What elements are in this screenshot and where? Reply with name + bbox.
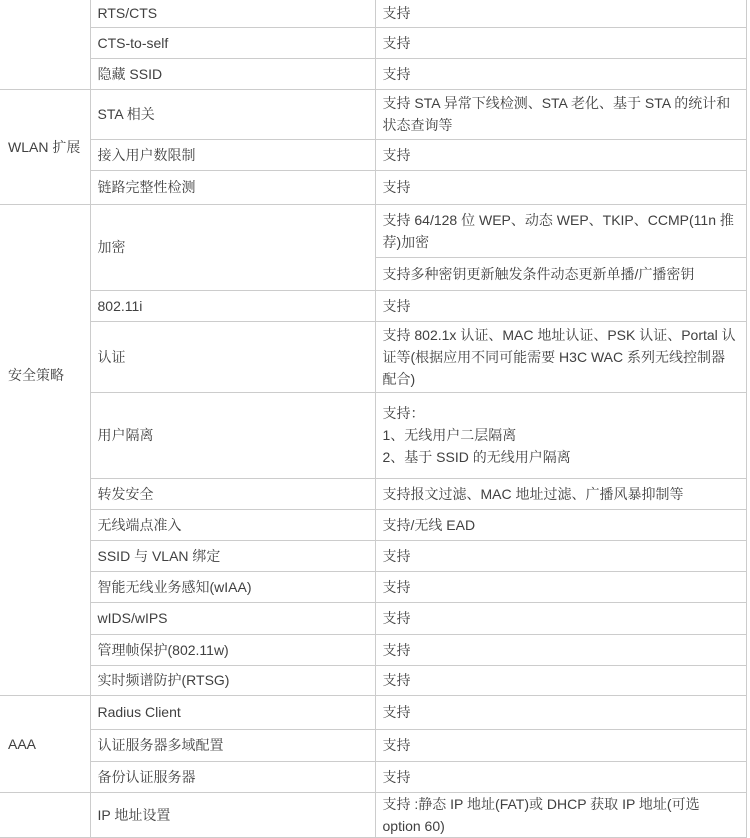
table-row bbox=[0, 58, 746, 89]
table-row bbox=[0, 321, 746, 392]
value-cell: 支持 bbox=[375, 695, 746, 729]
value-cell: 支持 bbox=[375, 0, 746, 27]
value-cell: 支持 64/128 位 WEP、动态 WEP、TKIP、CCMP(11n 推荐)加密 bbox=[375, 204, 746, 257]
table-row bbox=[0, 761, 746, 792]
feature-cell: 认证服务器多域配置 bbox=[90, 729, 375, 761]
category-cell bbox=[0, 0, 90, 89]
value-cell: 支持 :静态 IP 地址(FAT)或 DHCP 获取 IP 地址(可选 option 60) bbox=[375, 792, 746, 837]
feature-cell: CTS-to-self bbox=[90, 27, 375, 58]
value-cell: 支持 802.1x 认证、MAC 地址认证、PSK 认证、Portal 认证等(根据应用不同可能需要 H3C WAC 系列无线控制器配合) bbox=[375, 321, 746, 392]
value-cell: 支持 STA 异常下线检测、STA 老化、基于 STA 的统计和状态查询等 bbox=[375, 89, 746, 139]
feature-cell: STA 相关 bbox=[90, 89, 375, 139]
table-row bbox=[0, 204, 746, 257]
table-row bbox=[0, 290, 746, 321]
feature-cell: SSID 与 VLAN 绑定 bbox=[90, 540, 375, 571]
feature-cell: 加密 bbox=[90, 204, 375, 290]
category-cell-security-policy: 安全策略 bbox=[0, 204, 90, 695]
table-row bbox=[0, 792, 746, 837]
table-row bbox=[0, 392, 746, 478]
table-row bbox=[0, 509, 746, 540]
feature-cell: 链路完整性检测 bbox=[90, 170, 375, 204]
table-row bbox=[0, 729, 746, 761]
value-cell: 支持 bbox=[375, 729, 746, 761]
feature-cell: IP 地址设置 bbox=[90, 792, 375, 837]
value-line: 支持： bbox=[382, 405, 425, 421]
category-cell-aaa: AAA bbox=[0, 695, 90, 792]
feature-cell: 认证 bbox=[90, 321, 375, 392]
value-cell: 支持 bbox=[375, 290, 746, 321]
value-cell: 支持 bbox=[375, 27, 746, 58]
value-line: 2、基于 SSID 的无线用户隔离 bbox=[382, 449, 571, 465]
feature-cell: 隐藏 SSID bbox=[90, 58, 375, 89]
table-row bbox=[0, 602, 746, 634]
value-cell: 支持 bbox=[375, 139, 746, 170]
feature-cell: 备份认证服务器 bbox=[90, 761, 375, 792]
feature-cell: 智能无线业务感知(wIAA) bbox=[90, 571, 375, 602]
table-row bbox=[0, 540, 746, 571]
value-cell: 支持 bbox=[375, 665, 746, 695]
value-cell: 支持 bbox=[375, 602, 746, 634]
table-row bbox=[0, 634, 746, 665]
table-row bbox=[0, 139, 746, 170]
value-cell: 支持报文过滤、MAC 地址过滤、广播风暴抑制等 bbox=[375, 478, 746, 509]
category-cell bbox=[0, 792, 90, 837]
value-cell: 支持 bbox=[375, 761, 746, 792]
value-cell: 支持 bbox=[375, 571, 746, 602]
feature-cell: RTS/CTS bbox=[90, 0, 375, 27]
value-cell: 支持 bbox=[375, 540, 746, 571]
value-cell bbox=[375, 392, 746, 478]
value-cell: 支持多种密钥更新触发条件动态更新单播/广播密钥 bbox=[375, 257, 746, 290]
table-row bbox=[0, 89, 746, 139]
value-line: 1、无线用户二层隔离 bbox=[382, 427, 517, 443]
feature-cell: Radius Client bbox=[90, 695, 375, 729]
feature-cell: 无线端点准入 bbox=[90, 509, 375, 540]
table-row bbox=[0, 170, 746, 204]
table-row bbox=[0, 478, 746, 509]
value-cell: 支持 bbox=[375, 634, 746, 665]
feature-cell: 802.11i bbox=[90, 290, 375, 321]
table-row bbox=[0, 695, 746, 729]
feature-cell: 用户隔离 bbox=[90, 392, 375, 478]
table-row bbox=[0, 0, 746, 27]
value-cell: 支持 bbox=[375, 58, 746, 89]
category-cell-wlan-extension: WLAN 扩展 bbox=[0, 89, 90, 204]
feature-cell: 接入用户数限制 bbox=[90, 139, 375, 170]
value-cell: 支持/无线 EAD bbox=[375, 509, 746, 540]
feature-cell: 转发安全 bbox=[90, 478, 375, 509]
value-cell: 支持 bbox=[375, 170, 746, 204]
table-row bbox=[0, 665, 746, 695]
table-row bbox=[0, 27, 746, 58]
feature-cell: 管理帧保护(802.11w) bbox=[90, 634, 375, 665]
feature-cell: wIDS/wIPS bbox=[90, 602, 375, 634]
feature-cell: 实时频谱防护(RTSG) bbox=[90, 665, 375, 695]
table-row bbox=[0, 571, 746, 602]
